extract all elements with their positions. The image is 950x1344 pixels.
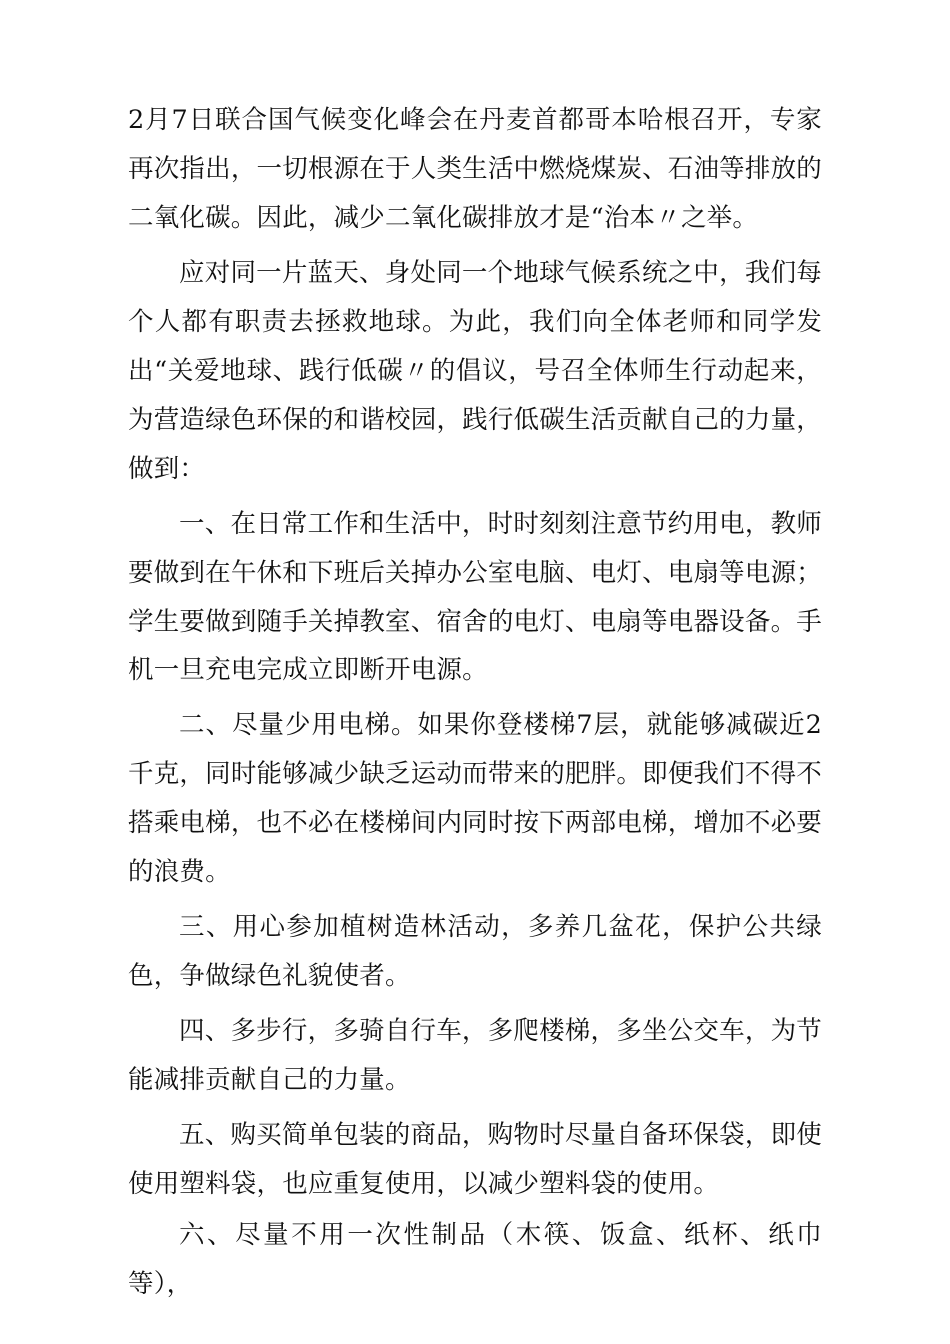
paragraph-5: 三、用心参加植树造林活动，多养几盆花，保护公共绿色，争做绿色礼貌使者。 bbox=[128, 912, 822, 992]
paragraph-4: 二、尽量少用电梯。如果你登楼梯7层，就能够减碳近2千克，同时能够减少缺乏运动而带来的肥胖。即便我们不得不搭乘电梯，也不必在楼梯间内同时按下两部电梯，增加不必要的浪费。 bbox=[128, 710, 822, 888]
paragraph-6: 四、多步行，多骑自行车，多爬楼梯，多坐公交车，为节能减排贡献自己的力量。 bbox=[128, 1016, 822, 1096]
paragraph-2: 应对同一片蓝天、身处同一个地球气候系统之中，我们每个人都有职责去拯救地球。为此，我们向全体老师和同学发出“关爱地球、践行低碳〃的倡议，号召全体师生行动起来，为营造绿色环保的和谐校园，践行低碳生活贡献自己的力量，做到： bbox=[128, 257, 822, 484]
paragraph-8: 六、尽量不用一次性制品（木筷、饭盒、纸杯、纸巾等）， bbox=[128, 1219, 822, 1299]
paragraph-7: 五、购买简单包装的商品，购物时尽量自备环保袋，即使使用塑料袋，也应重复使用，以减少塑料袋的使用。 bbox=[128, 1120, 822, 1200]
paragraph-3: 一、在日常工作和生活中，时时刻刻注意节约用电，教师要做到在午休和下班后关掉办公室电脑、电灯、电扇等电源；学生要做到随手关掉教室、宿舍的电灯、电扇等电器设备。手机一旦充电完成立即断开电源。 bbox=[128, 508, 822, 686]
document-body bbox=[128, 96, 822, 1309]
paragraph-1: 2月7日联合国气候变化峰会在丹麦首都哥本哈根召开，专家再次指出，一切根源在于人类生活中燃烧煤炭、石油等排放的二氧化碳。因此，减少二氧化碳排放才是“治本〃之举。 bbox=[128, 105, 822, 233]
